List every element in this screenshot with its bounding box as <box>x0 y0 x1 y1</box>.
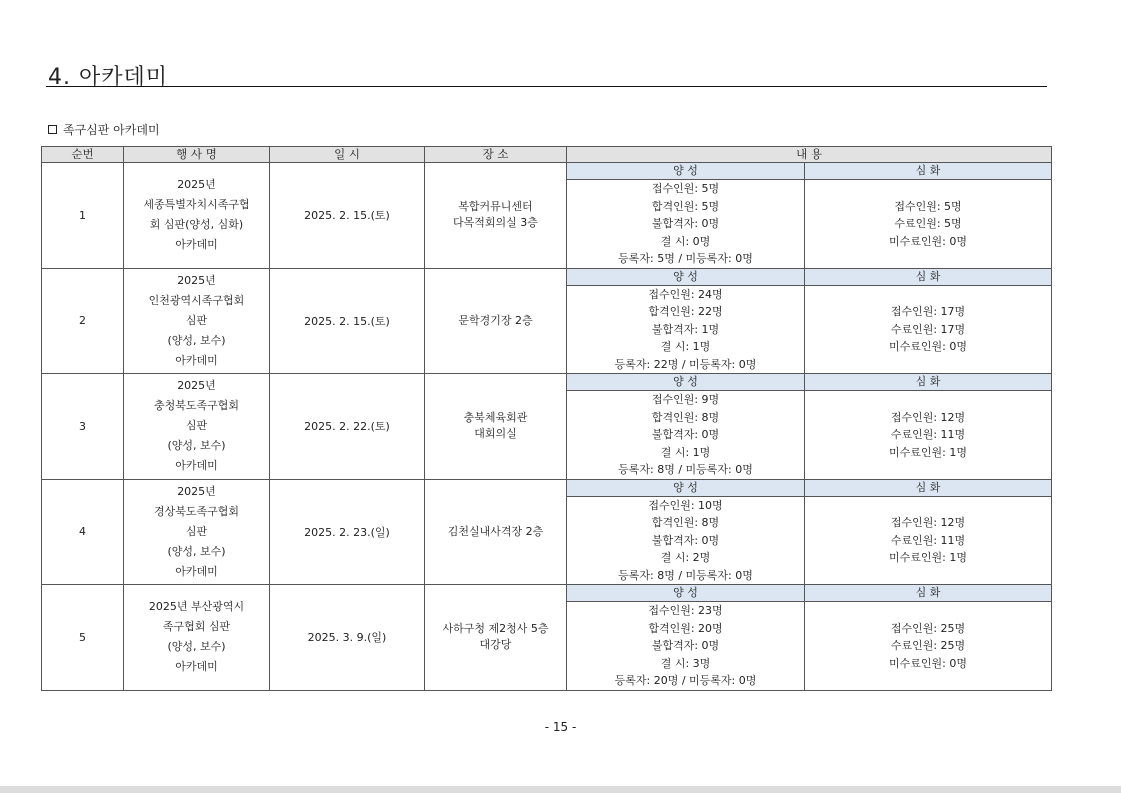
basic-stat-line: 결 시: 0명 <box>660 234 711 248</box>
place-line: 문학경기장 2층 <box>458 313 533 327</box>
basic-stat-line: 접수인원: 24명 <box>648 287 723 301</box>
table-row <box>42 163 1052 180</box>
advanced-stat-line: 수료인원: 5명 <box>894 217 962 230</box>
sub-header-advanced-label: 심 화 <box>915 269 941 283</box>
basic-stat-line: 등록자: 22명 / 미등록자: 0명 <box>614 357 757 371</box>
place-cell <box>425 163 567 269</box>
sub-header-basic-label: 양 성 <box>673 586 698 599</box>
sub-header-basic-label: 양 성 <box>673 375 698 388</box>
place-line: 대회의실 <box>474 427 517 441</box>
sub-header-basic-label: 양 성 <box>673 269 698 283</box>
event-name-line: 2025년 <box>177 178 216 192</box>
event-name-line: 회 심판(양성, 심화) <box>149 218 244 232</box>
advanced-stat-line: 접수인원: 25명 <box>890 621 966 635</box>
sub-header-basic <box>567 585 805 602</box>
place-line: 다목적회의실 3층 <box>453 216 538 230</box>
event-name-line: (양성, 보수) <box>167 439 226 453</box>
basic-stats-cell <box>567 602 805 691</box>
header-content: 내 용 <box>567 147 1052 163</box>
section-title: 족구심판 아카데미 <box>63 123 160 137</box>
table-row <box>42 268 1052 285</box>
sub-header-advanced-label: 심 화 <box>915 586 941 599</box>
advanced-stat-line: 수료인원: 11명 <box>890 533 966 547</box>
checkbox-square-icon <box>48 125 57 134</box>
academy-table <box>41 146 1052 691</box>
basic-stat-line: 등록자: 5명 / 미등록자: 0명 <box>618 252 753 265</box>
table-body <box>42 163 1052 691</box>
basic-stat-line: 등록자: 8명 / 미등록자: 0명 <box>618 463 753 476</box>
title-underline <box>46 86 1047 87</box>
event-name-line: 족구협회 심판 <box>162 620 231 634</box>
event-name-line: 심판 <box>185 524 208 538</box>
event-name-cell <box>124 479 270 585</box>
row-number-cell <box>42 163 124 269</box>
place-line: 충북체육회관 <box>463 411 528 425</box>
row-number: 2 <box>79 314 86 328</box>
basic-stats-cell <box>567 285 805 374</box>
sub-header-advanced-label: 심 화 <box>915 164 941 177</box>
event-name-line: 아카데미 <box>175 238 218 252</box>
event-name-line: 아카데미 <box>175 660 218 674</box>
event-name-line: 2025년 <box>177 484 216 498</box>
advanced-stats-cell <box>805 180 1052 269</box>
event-name-line: 아카데미 <box>175 353 218 367</box>
page-title: 4. 아카데미 <box>48 65 168 90</box>
place-cell <box>425 479 567 585</box>
advanced-stat-line: 수료인원: 11명 <box>890 428 966 441</box>
event-name-line: (양성, 보수) <box>167 640 226 654</box>
event-name-cell <box>124 585 270 691</box>
advanced-stat-line: 접수인원: 12명 <box>890 516 966 529</box>
event-name-line: (양성, 보수) <box>167 544 226 558</box>
sub-header-advanced-label: 심 화 <box>915 375 941 388</box>
basic-stat-line: 불합격자: 0명 <box>651 639 720 652</box>
basic-stat-line: 불합격자: 1명 <box>651 322 720 336</box>
basic-stat-line: 결 시: 1명 <box>660 340 711 353</box>
advanced-stats-cell <box>805 602 1052 691</box>
date-cell <box>270 374 425 480</box>
event-name-line: 경상북도족구협회 <box>153 504 239 518</box>
advanced-stat-line: 수료인원: 17명 <box>890 322 966 336</box>
sub-header-advanced <box>805 479 1052 496</box>
page-number: - 15 - <box>544 720 577 734</box>
sub-header-basic-label: 양 성 <box>673 164 698 177</box>
basic-stat-line: 합격인원: 8명 <box>651 410 720 424</box>
advanced-stat-line: 접수인원: 12명 <box>890 410 966 424</box>
basic-stat-line: 접수인원: 23명 <box>648 604 723 617</box>
event-date: 2025. 2. 23.(일) <box>304 525 390 539</box>
row-number-cell <box>42 585 124 691</box>
event-name-line: 인천광역시족구협회 <box>148 293 245 307</box>
row-number: 5 <box>79 630 86 644</box>
event-name-cell <box>124 374 270 480</box>
event-name-line: (양성, 보수) <box>167 333 226 347</box>
basic-stat-line: 불합격자: 0명 <box>651 533 720 547</box>
event-name-cell <box>124 163 270 269</box>
header-event: 행 사 명 <box>124 147 270 163</box>
basic-stat-line: 결 시: 2명 <box>660 551 711 564</box>
basic-stat-line: 접수인원: 10명 <box>648 498 723 512</box>
basic-stat-line: 합격인원: 8명 <box>651 516 720 529</box>
row-number: 4 <box>79 525 86 539</box>
header-no: 순번 <box>42 147 124 163</box>
event-date: 2025. 2. 15.(토) <box>304 209 390 223</box>
basic-stat-line: 합격인원: 20명 <box>648 621 723 635</box>
event-name-line: 아카데미 <box>175 459 218 473</box>
basic-stats-cell <box>567 496 805 585</box>
advanced-stat-line: 접수인원: 5명 <box>894 199 962 213</box>
place-line: 김천실내사격장 2층 <box>447 524 544 538</box>
basic-stat-line: 불합격자: 0명 <box>651 428 720 441</box>
basic-stat-line: 결 시: 3명 <box>660 656 711 670</box>
basic-stats-cell <box>567 391 805 480</box>
place-line: 대강당 <box>479 638 512 652</box>
sub-header-advanced <box>805 268 1052 285</box>
event-name-line: 2025년 <box>177 379 216 393</box>
bottom-band <box>0 786 1121 793</box>
advanced-stats-cell <box>805 391 1052 480</box>
event-name-line: 심판 <box>185 419 208 433</box>
event-date: 2025. 2. 22.(토) <box>304 420 390 434</box>
basic-stat-line: 결 시: 1명 <box>660 445 711 459</box>
date-cell <box>270 479 425 585</box>
date-cell <box>270 268 425 374</box>
advanced-stat-line: 미수료인원: 0명 <box>889 234 967 248</box>
event-name-line: 심판 <box>185 313 208 327</box>
basic-stat-line: 접수인원: 9명 <box>651 393 720 406</box>
row-number: 3 <box>79 419 86 433</box>
event-name-line: 2025년 부산광역시 <box>148 600 245 614</box>
event-name-cell <box>124 268 270 374</box>
table-row <box>42 374 1052 391</box>
sub-header-basic <box>567 479 805 496</box>
place-line: 복합커뮤니센터 <box>458 200 533 214</box>
basic-stat-line: 등록자: 20명 / 미등록자: 0명 <box>614 674 757 687</box>
table-row <box>42 479 1052 496</box>
advanced-stat-line: 미수료인원: 0명 <box>889 656 967 670</box>
row-number: 1 <box>79 208 86 222</box>
place-cell <box>425 374 567 480</box>
advanced-stats-cell <box>805 285 1052 374</box>
header-date: 일 시 <box>270 147 425 163</box>
event-name-line: 아카데미 <box>175 564 218 578</box>
advanced-stat-line: 접수인원: 17명 <box>890 305 966 318</box>
basic-stat-line: 합격인원: 5명 <box>651 199 720 213</box>
row-number-cell <box>42 268 124 374</box>
sub-header-advanced <box>805 585 1052 602</box>
sub-header-advanced <box>805 163 1052 180</box>
event-name-line: 충청북도족구협회 <box>153 399 239 413</box>
row-number-cell <box>42 479 124 585</box>
basic-stat-line: 접수인원: 5명 <box>651 182 720 195</box>
basic-stat-line: 등록자: 8명 / 미등록자: 0명 <box>618 568 753 582</box>
basic-stat-line: 불합격자: 0명 <box>651 217 720 230</box>
basic-stat-line: 합격인원: 22명 <box>648 305 723 318</box>
basic-stats-cell <box>567 180 805 269</box>
advanced-stat-line: 수료인원: 25명 <box>890 639 966 652</box>
event-date: 2025. 3. 9.(일) <box>307 631 387 645</box>
place-cell <box>425 585 567 691</box>
place-line: 사하구청 제2청사 5층 <box>442 622 549 636</box>
place-cell <box>425 268 567 374</box>
row-number-cell <box>42 374 124 480</box>
sub-header-basic <box>567 374 805 391</box>
advanced-stat-line: 미수료인원: 1명 <box>889 445 967 459</box>
sub-header-basic-label: 양 성 <box>673 480 698 494</box>
sub-header-basic <box>567 268 805 285</box>
section-heading <box>48 121 160 138</box>
event-name-line: 세종특별자치시족구협 <box>143 198 250 212</box>
header-place: 장 소 <box>425 147 567 163</box>
advanced-stat-line: 미수료인원: 0명 <box>889 340 967 353</box>
advanced-stat-line: 미수료인원: 1명 <box>889 551 967 564</box>
sub-header-basic <box>567 163 805 180</box>
event-date: 2025. 2. 15.(토) <box>304 314 390 328</box>
table-row <box>42 585 1052 602</box>
date-cell <box>270 163 425 269</box>
sub-header-advanced-label: 심 화 <box>915 480 941 494</box>
advanced-stats-cell <box>805 496 1052 585</box>
sub-header-advanced <box>805 374 1052 391</box>
date-cell <box>270 585 425 691</box>
event-name-line: 2025년 <box>177 273 216 287</box>
header-row <box>42 147 1052 163</box>
